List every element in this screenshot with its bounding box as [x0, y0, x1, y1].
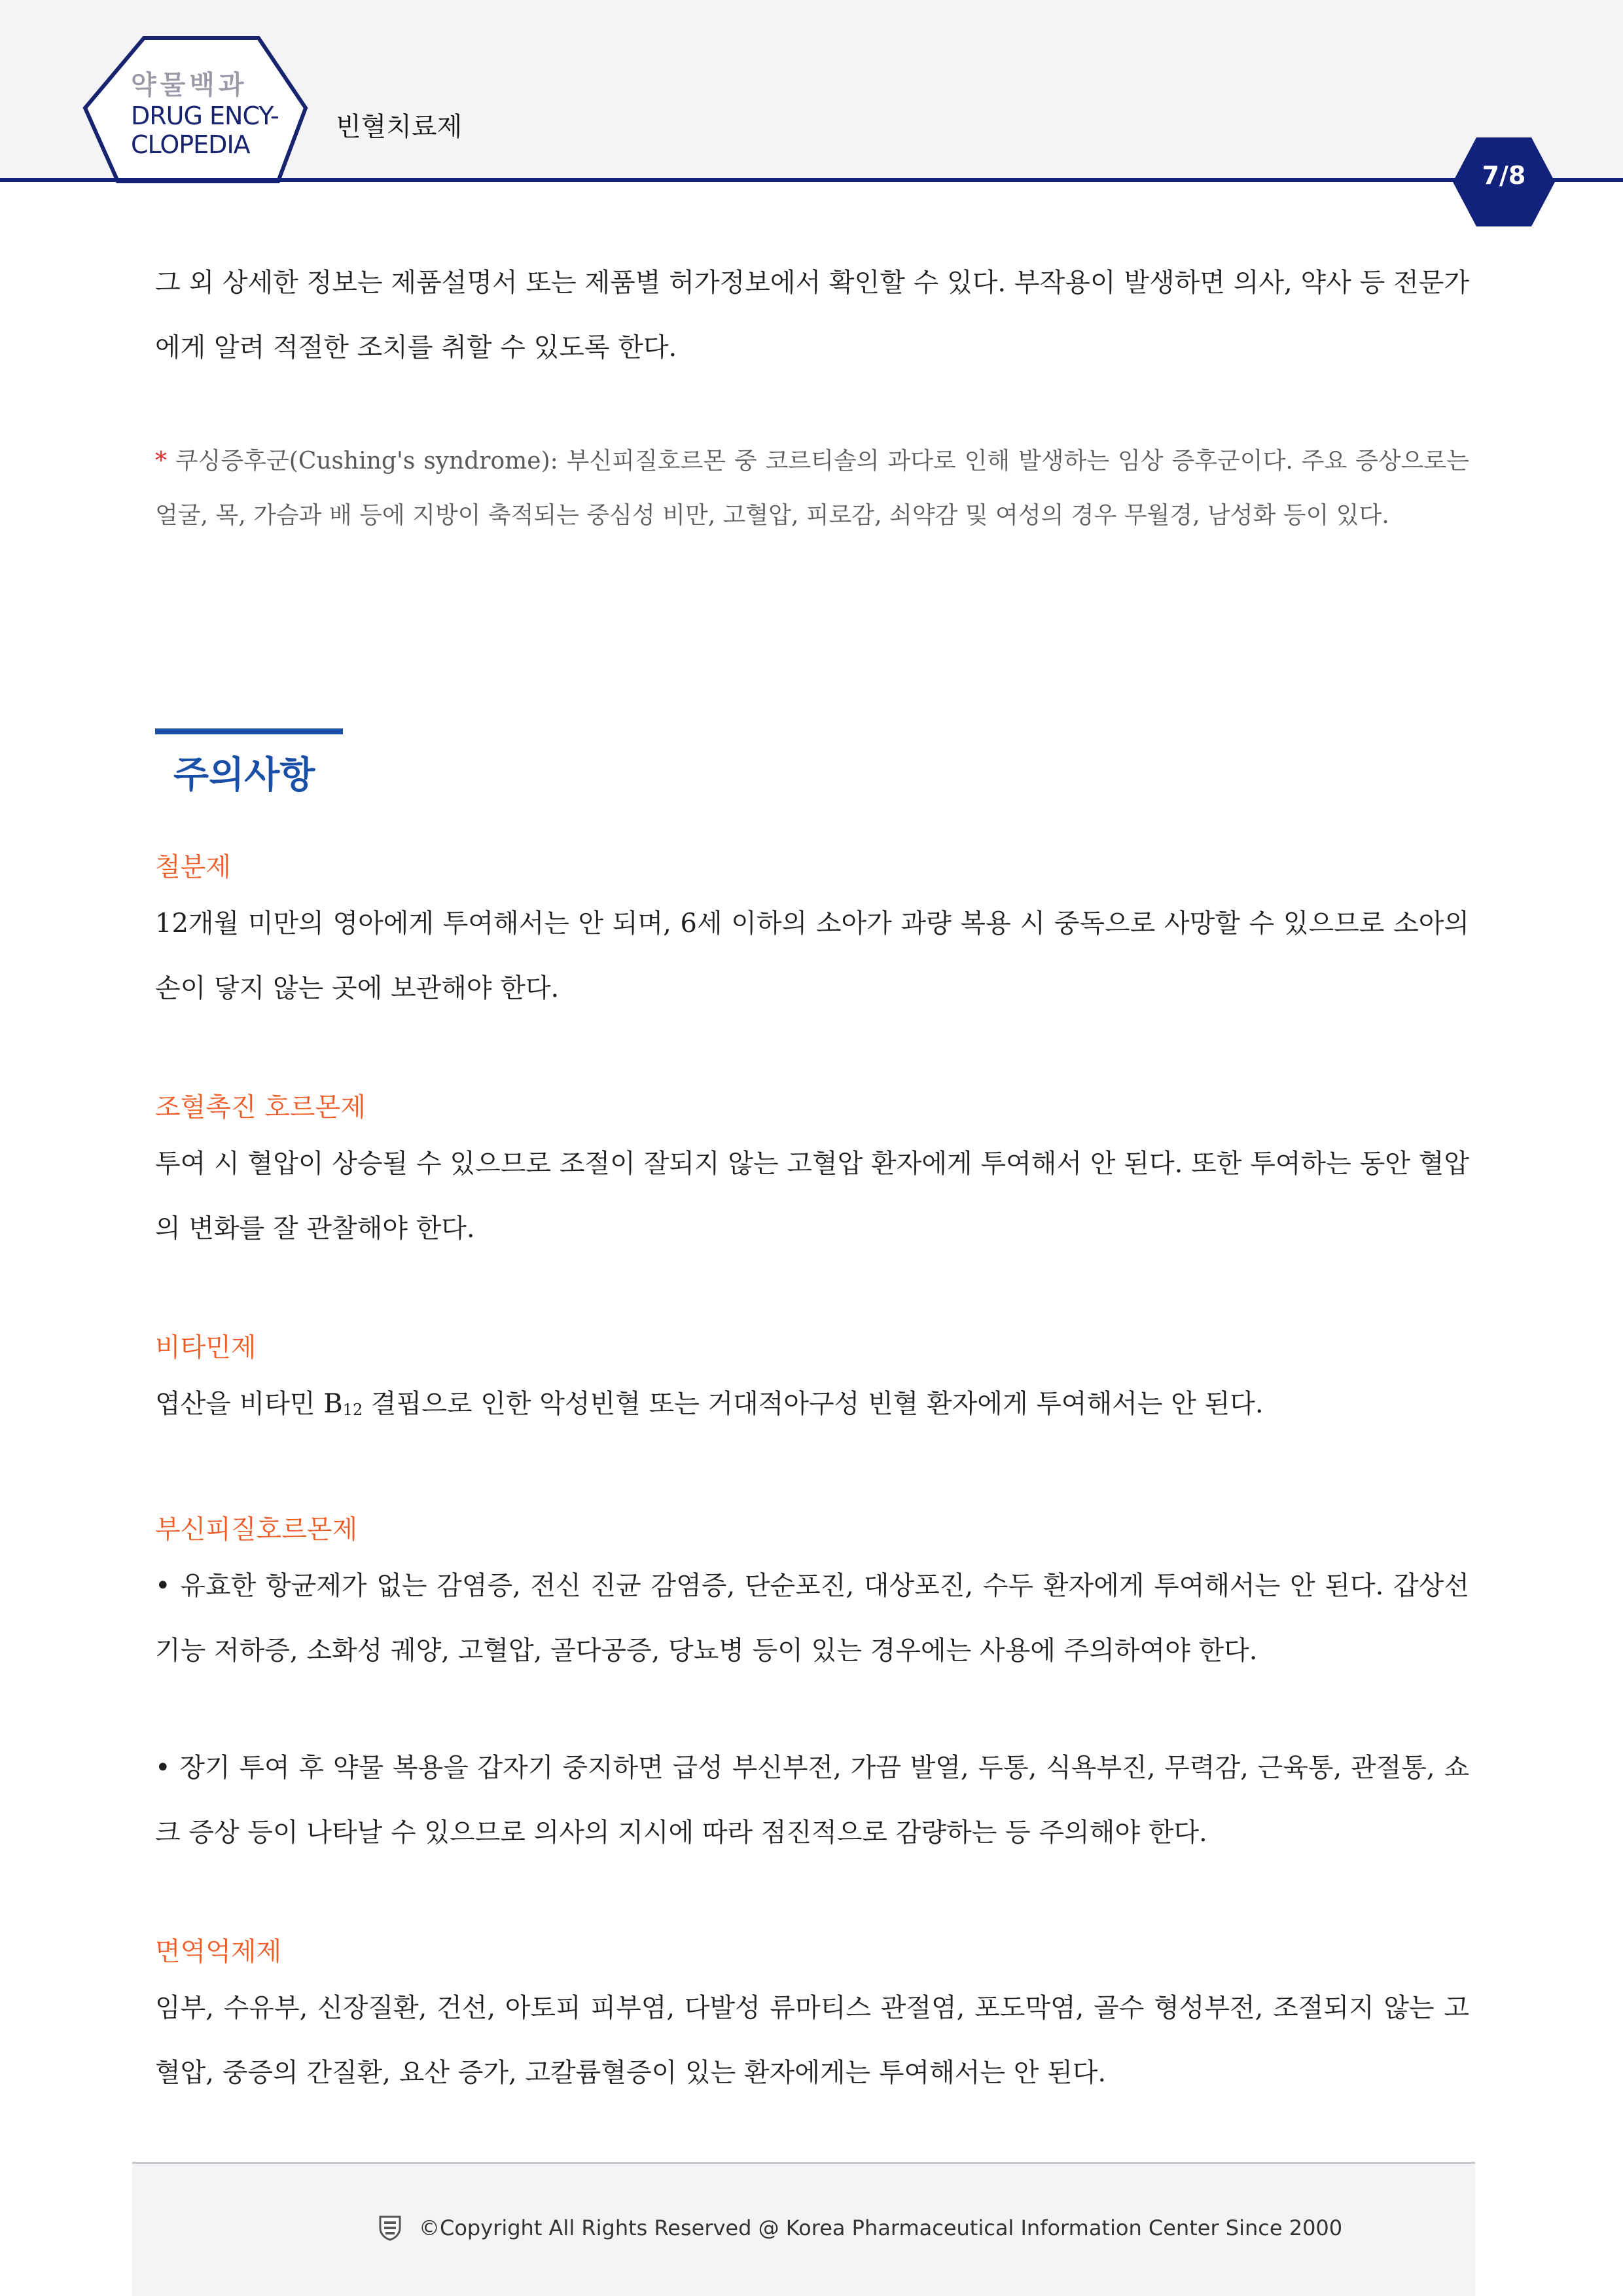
immunosuppressant-block	[155, 1976, 1469, 2106]
hormone-text: 투여 시 혈압이 상승될 수 있으므로 조절이 잘되지 않는 고혈압 환자에게 투여해서 안 된다. 또한 투여하는 동안 혈압의 변화를 잘 관찰해야 한다.	[155, 1149, 1469, 1244]
footnote	[155, 434, 1469, 543]
footnote-block	[155, 434, 1469, 543]
hormone-block	[155, 1132, 1469, 1261]
document-title: 빈혈치료제	[336, 112, 463, 142]
corticosteroid-bullet-2	[155, 1736, 1469, 1865]
section-accent-bar	[155, 728, 343, 734]
subhead-immunosuppressant: 면역억제제	[155, 1937, 282, 1967]
intro-block	[155, 251, 1469, 380]
section-title: 주의사항	[173, 754, 315, 797]
corticosteroid-text-1: • 유효한 항균제가 없는 감염증, 전신 진균 감염증, 단순포진, 대상포진, 수두 환자에게 투여해서는 안 된다. 갑상선 기능 저하증, 소화성 궤양, 고혈압, 골다공증, 당뇨병 등이 있는 경우에는 사용에 주의하여야 한다.	[155, 1571, 1469, 1666]
vitamin-text-before: 엽산을 비타민 B	[155, 1389, 343, 1419]
corticosteroid-bullet-1	[155, 1554, 1469, 1683]
intro-paragraph: 그 외 상세한 정보는 제품설명서 또는 제품별 허가정보에서 확인할 수 있다. 부작용이 발생하면 의사, 약사 등 전문가에게 알려 적절한 조치를 취할 수 있도록 한다.	[155, 268, 1469, 363]
vitamin-subscript: 12	[342, 1401, 363, 1419]
logo	[131, 69, 301, 159]
subhead-corticosteroid: 부신피질호르몬제	[155, 1515, 358, 1545]
footnote-asterisk: *	[155, 448, 167, 475]
copyright-text: ©Copyright All Rights Reserved @ Korea Pharmaceutical Information Center Since 2000	[419, 2215, 1343, 2240]
vitamin-text	[155, 1372, 1469, 1443]
header-divider	[0, 178, 1623, 182]
shield-logo-icon	[378, 2215, 402, 2241]
logo-english-line-1: DRUG ENCY-	[131, 101, 279, 130]
iron-block	[155, 891, 1469, 1021]
logo-korean: 약물백과	[131, 70, 248, 100]
page-number: 7/8	[1482, 161, 1526, 190]
subhead-iron: 철분제	[155, 852, 231, 882]
corticosteroid-text-2: • 장기 투여 후 약물 복용을 갑자기 중지하면 급성 부신부전, 가끔 발열, 두통, 식욕부진, 무력감, 근육통, 관절통, 쇼크 증상 등이 나타날 수 있으므로 의사의 지시에 따라 점진적으로 감량하는 등 주의해야 한다.	[155, 1753, 1469, 1848]
footnote-text: 쿠싱증후군(Cushing's syndrome): 부신피질호르몬 중 코르티솔의 과다로 인해 발생하는 임상 증후군이다. 주요 증상으로는 얼굴, 목, 가슴과 배 등에 지방이 축적되는 중심성 비만, 고혈압, 피로감, 쇠약감 및 여성의 경우 무월경, 남성화 등이 있다.	[155, 448, 1469, 529]
logo-english-line-2: CLOPEDIA	[131, 130, 250, 159]
vitamin-block	[155, 1372, 1469, 1443]
iron-text: 12개월 미만의 영아에게 투여해서는 안 되며, 6세 이하의 소아가 과량 복용 시 중독으로 사망할 수 있으므로 소아의 손이 닿지 않는 곳에 보관해야 한다.	[155, 908, 1469, 1003]
subhead-vitamin: 비타민제	[155, 1333, 257, 1363]
vitamin-text-after: 결핍으로 인한 악성빈혈 또는 거대적아구성 빈혈 환자에게 투여해서는 안 된다.	[363, 1389, 1264, 1419]
immunosuppressant-text: 임부, 수유부, 신장질환, 건선, 아토피 피부염, 다발성 류마티스 관절염, 포도막염, 골수 형성부전, 조절되지 않는 고혈압, 중증의 간질환, 요산 증가, 고칼륨혈증이 있는 환자에게는 투여해서는 안 된다.	[155, 1993, 1469, 2088]
subhead-hematopoietic-hormone: 조혈촉진 호르몬제	[155, 1092, 366, 1122]
footer-divider	[132, 2162, 1475, 2164]
